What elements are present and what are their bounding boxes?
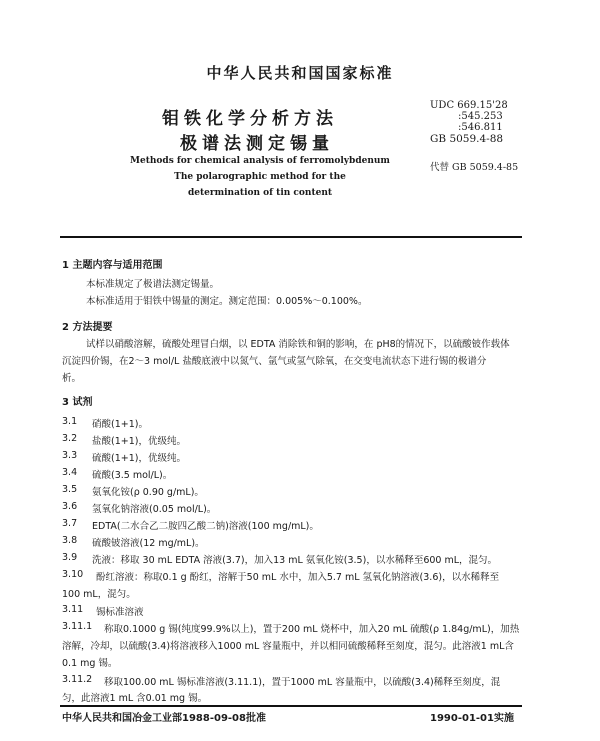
reagent-number: 3.2 bbox=[62, 433, 78, 444]
reagent-text: 洗液：移取 30 mL EDTA 溶液(3.7)，加入13 mL 氨氧化铵(3.5)，以水稀释至600 mL，混匀。 bbox=[92, 555, 498, 566]
approval-line: 中华人民共和国冶金工业部1988-09-08批准 bbox=[62, 713, 266, 724]
reagent-number: 3.9 bbox=[62, 552, 78, 563]
reagent-text-continued: 0.1 mg 锡。 bbox=[62, 658, 118, 669]
reagent-text: 盐酸(1+1)，优级纯。 bbox=[92, 436, 186, 447]
footer-rule bbox=[60, 705, 522, 707]
reagent-number: 3.7 bbox=[62, 518, 78, 529]
reagent-text-continued: 100 mL，混匀。 bbox=[62, 589, 136, 600]
section-1-heading: 1 主题内容与适用范围 bbox=[62, 260, 163, 271]
english-title-line2: The polarographic method for the bbox=[174, 172, 346, 182]
standard-number: GB 5059.4-88 bbox=[430, 133, 504, 145]
reagent-number: 3.8 bbox=[62, 535, 78, 546]
udc-code-line3: :546.811 bbox=[458, 122, 503, 133]
english-title-line1: Methods for chemical analysis of ferromolybdenum bbox=[130, 156, 390, 166]
reagent-number: 3.11.2 bbox=[62, 674, 93, 685]
section-2-heading: 2 方法提要 bbox=[62, 322, 113, 333]
reagent-text: 硫酸铍溶液(12 mg/mL)。 bbox=[92, 538, 205, 549]
reagent-number: 3.11.1 bbox=[62, 621, 93, 632]
section-2-line2: 沉淀四价锡，在2～3 mol/L 盐酸底液中以氮气、氩气或氢气除氧，在交变电流状态下进行锡的极谱分 bbox=[62, 356, 487, 367]
issuing-organization: 中华人民共和国国家标准 bbox=[206, 64, 394, 82]
udc-code-line2: :545.253 bbox=[458, 111, 503, 122]
section-1-line1: 本标准规定了极谱法测定锡量。 bbox=[86, 279, 220, 290]
standard-title-line2: 极谱法测定锡量 bbox=[180, 134, 334, 154]
replaces-standard: 代替 GB 5059.4-85 bbox=[430, 162, 519, 173]
english-title-line3: determination of tin content bbox=[187, 188, 333, 198]
standard-title-line1: 钼铁化学分析方法 bbox=[162, 109, 338, 129]
reagent-number: 3.5 bbox=[62, 484, 78, 495]
reagent-number: 3.6 bbox=[62, 501, 78, 512]
reagent-text: 氨氧化铵(ρ 0.90 g/mL)。 bbox=[92, 487, 204, 498]
reagent-text: EDTA(二水合乙二胺四乙酸二钠)溶液(100 mg/mL)。 bbox=[92, 521, 319, 532]
reagent-text-continued: 溶解，冷却，以硫酸(3.4)将溶液移入1000 mL 容量瓶中，并以相同硫酸稀释至刻度，混匀。此溶液1 mL含 bbox=[62, 641, 514, 652]
reagent-text: 锡标准溶液 bbox=[96, 607, 144, 618]
reagent-text: 称取0.1000 g 锡(纯度99.9%以上)，置于200 mL 烧杯中，加入20 mL 硫酸(ρ 1.84g/mL)，加热 bbox=[104, 624, 520, 635]
section-2-line3: 析。 bbox=[62, 373, 82, 384]
reagent-text-continued: 匀，此溶液1 mL 含0.01 mg 锡。 bbox=[62, 693, 208, 704]
section-1-line2: 本标准适用于钼铁中锡量的测定。测定范围：0.005%～0.100%。 bbox=[86, 296, 368, 307]
reagent-number: 3.4 bbox=[62, 467, 78, 478]
reagent-number: 3.10 bbox=[62, 569, 84, 580]
reagent-number: 3.1 bbox=[62, 416, 78, 427]
header-rule bbox=[60, 236, 522, 238]
implementation-date: 1990-01-01实施 bbox=[430, 713, 514, 724]
reagent-text: 氢氧化钠溶液(0.05 mol/L)。 bbox=[92, 504, 217, 515]
section-3-heading: 3 试剂 bbox=[62, 397, 93, 408]
reagent-number: 3.11 bbox=[62, 604, 84, 615]
reagent-text: 硝酸(1+1)。 bbox=[92, 419, 148, 430]
reagent-text: 酚红溶液：称取0.1 g 酚红，溶解于50 mL 水中，加入5.7 mL 氢氧化钠溶液(3.6)，以水稀释至 bbox=[96, 572, 500, 583]
udc-code-line1: UDC 669.15'28 bbox=[430, 100, 508, 111]
reagent-text: 硫酸(1+1)，优级纯。 bbox=[92, 453, 186, 464]
section-2-line1: 试样以硝酸溶解，硫酸处理冒白烟，以 EDTA 消除铁和铜的影响，在 pH8的情况下，以硫酸铍作载体 bbox=[86, 339, 510, 350]
reagent-text: 移取100.00 mL 锡标准溶液(3.11.1)，置于1000 mL 容量瓶中，以硫酸(3.4)稀释至刻度，混 bbox=[104, 677, 501, 688]
reagent-text: 硫酸(3.5 mol/L)。 bbox=[92, 470, 173, 481]
reagent-number: 3.3 bbox=[62, 450, 78, 461]
